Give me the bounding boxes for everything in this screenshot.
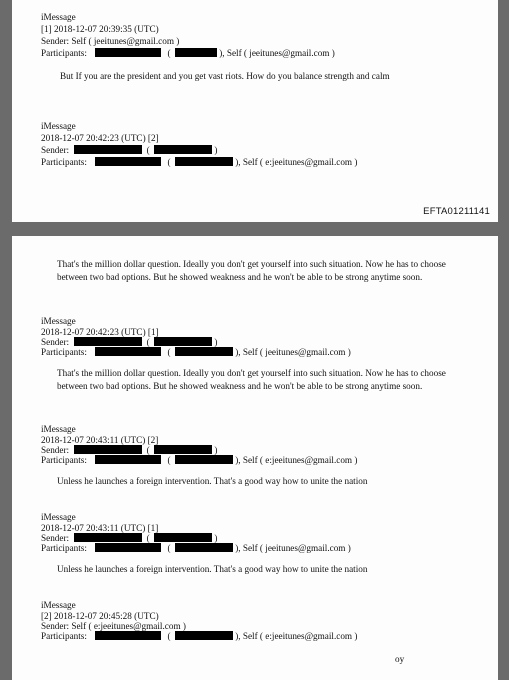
sender-label: Sender: bbox=[41, 337, 70, 347]
redaction-bar bbox=[175, 543, 233, 552]
message-sender: Sender: ( ) bbox=[41, 337, 218, 347]
message-sender: Sender: Self ( e:jeeitunes@gmail.com ) bbox=[41, 621, 186, 631]
message-service: iMessage bbox=[41, 512, 76, 522]
message-header: [1] 2018-12-07 20:39:35 (UTC) bbox=[41, 24, 159, 34]
message-participants: Participants: ( ), Self ( jeeitunes@gmail.com ) bbox=[41, 347, 351, 357]
message-participants: Participants: ( ), Self ( jeeitunes@gmail.com ) bbox=[41, 48, 335, 58]
redaction-bar bbox=[95, 543, 161, 552]
redaction-bar bbox=[175, 631, 233, 640]
participants-label: Participants: bbox=[41, 631, 87, 641]
redaction-bar bbox=[95, 631, 161, 640]
participants-tail: ), Self ( e:jeeitunes@gmail.com ) bbox=[235, 631, 358, 641]
participants-tail: ), Self ( jeeitunes@gmail.com ) bbox=[235, 543, 351, 553]
redaction-bar bbox=[74, 337, 142, 346]
redaction-bar bbox=[95, 157, 161, 166]
message-header: 2018-12-07 20:43:11 (UTC) [2] bbox=[41, 435, 159, 445]
message-sender: Sender: ( ) bbox=[41, 145, 218, 155]
message-participants: Participants: ( ), Self ( e:jeeitunes@gmail.com ) bbox=[41, 631, 358, 641]
document-id-footer: EFTA01211141 bbox=[423, 206, 490, 217]
message-header: 2018-12-07 20:42:23 (UTC) [2] bbox=[41, 133, 159, 143]
redaction-bar bbox=[74, 533, 142, 542]
message-body: Unless he launches a foreign intervention. That's a good way how to unite the nation bbox=[57, 476, 368, 486]
message-participants: Participants: ( ), Self ( jeeitunes@gmail.com ) bbox=[41, 543, 351, 553]
redaction-bar bbox=[175, 48, 217, 57]
message-service: iMessage bbox=[41, 600, 76, 610]
message-body: That's the million dollar question. Ideally you don't get yourself into such situation. Now he has to choose between two bad options. But he showed weakness and he won't be able to be strong anytime soon. bbox=[57, 368, 446, 391]
redaction-bar bbox=[175, 347, 233, 356]
message-service: iMessage bbox=[41, 316, 76, 326]
message-body: Unless he launches a foreign intervention. That's a good way how to unite the nation bbox=[57, 564, 368, 574]
participants-label: Participants: bbox=[41, 157, 87, 167]
redaction-bar bbox=[95, 48, 161, 57]
sender-label: Sender: bbox=[41, 145, 70, 155]
message-sender: Sender: ( ) bbox=[41, 445, 218, 455]
message-body: oy bbox=[395, 654, 405, 664]
redaction-bar bbox=[154, 145, 212, 154]
participants-label: Participants: bbox=[41, 347, 87, 357]
message-sender: Sender: ( ) bbox=[41, 533, 218, 543]
redaction-bar bbox=[95, 455, 161, 464]
message-service: iMessage bbox=[41, 12, 76, 22]
redaction-bar bbox=[154, 533, 212, 542]
participants-tail: ), Self ( e:jeeitunes@gmail.com ) bbox=[235, 157, 358, 167]
message-body: But If you are the president and you get vast riots. How do you balance strength and calm bbox=[60, 71, 390, 81]
message-participants: Participants: ( ), Self ( e:jeeitunes@gmail.com ) bbox=[41, 455, 358, 465]
message-service: iMessage bbox=[41, 121, 76, 131]
participants-tail: ), Self ( e:jeeitunes@gmail.com ) bbox=[235, 455, 358, 465]
participants-label: Participants: bbox=[41, 543, 87, 553]
message-header: 2018-12-07 20:42:23 (UTC) [1] bbox=[41, 327, 159, 337]
participants-label: Participants: bbox=[41, 48, 87, 58]
message-body: That's the million dollar question. Ideally you don't get yourself into such situation. Now he has to choose between two bad options. But he showed weakness and he won't be able to be strong anytime soon. bbox=[57, 259, 446, 282]
redaction-bar bbox=[74, 145, 142, 154]
message-service: iMessage bbox=[41, 424, 76, 434]
redaction-bar bbox=[154, 337, 212, 346]
participants-label: Participants: bbox=[41, 455, 87, 465]
document-page-1 bbox=[12, 0, 498, 222]
message-participants: Participants: ( ), Self ( e:jeeitunes@gmail.com ) bbox=[41, 157, 358, 167]
participants-tail: ), Self ( jeeitunes@gmail.com ) bbox=[219, 48, 335, 58]
redaction-bar bbox=[154, 445, 212, 454]
message-sender: Sender: Self ( jeeitunes@gmail.com ) bbox=[41, 36, 180, 46]
redaction-bar bbox=[95, 347, 161, 356]
redaction-bar bbox=[175, 157, 233, 166]
redaction-bar bbox=[74, 445, 142, 454]
participants-tail: ), Self ( jeeitunes@gmail.com ) bbox=[235, 347, 351, 357]
message-header: 2018-12-07 20:43:11 (UTC) [1] bbox=[41, 523, 159, 533]
sender-label: Sender: bbox=[41, 445, 70, 455]
sender-label: Sender: bbox=[41, 533, 70, 543]
document-page-2 bbox=[12, 236, 498, 680]
message-header: [2] 2018-12-07 20:45:28 (UTC) bbox=[41, 611, 159, 621]
redaction-bar bbox=[175, 455, 233, 464]
